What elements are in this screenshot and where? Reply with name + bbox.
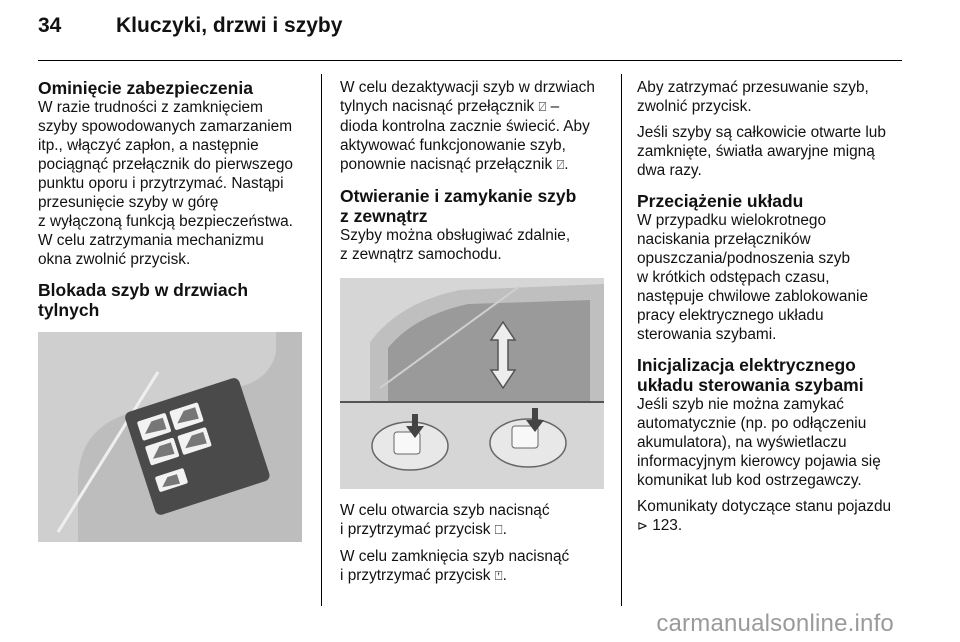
paragraph-open-windows: W celu otwarcia szyb nacisnąć i przytrzymać przycisk ⎕. bbox=[340, 502, 550, 538]
remote-lock-icon: ⍞ bbox=[494, 569, 503, 584]
column-3 bbox=[637, 78, 905, 543]
section-title-rear-window-lock: Blokada szyb w drzwiach tylnych bbox=[38, 280, 249, 320]
section-title-overload: Przeciążenie układu bbox=[637, 191, 804, 211]
remote-unlock-icon: ⎕ bbox=[494, 523, 503, 538]
door-switch-panel-drawing bbox=[38, 332, 302, 542]
page-header bbox=[38, 14, 342, 54]
watermark: carmanualsonline.info bbox=[656, 610, 894, 637]
paragraph-bypass: W razie trudności z zamknięciem szyby spowodowanych zamarzaniem itp., włączyć zapłon, a następnie pociągnąć przełącznik do pierwszego punktu oporu i przytrzymać. Nastąpi przesunięcie szyby w górę z wyłączoną funkcją bezpieczeństwa. W celu zatrzymania mechanizmu okna zwolnić przycisk. bbox=[38, 99, 293, 268]
child-lock-switch-icon: ⍁ bbox=[556, 158, 565, 173]
paragraph-close-windows: W celu zamknięcia szyb nacisnąć i przytrzymać przycisk ⍞. bbox=[340, 548, 570, 584]
child-lock-switch-icon: ⍁ bbox=[538, 100, 547, 115]
paragraph-deactivate-rear: W celu dezaktywacji szyb w drzwiach tylnych nacisnąć przełącznik ⍁ – dioda kontrolna zacznie świecić. Aby aktywować funkcjonowanie szyb, ponownie nacisnąć przełącznik ⍁. bbox=[340, 79, 595, 173]
column-divider-1 bbox=[321, 74, 322, 606]
section-title-initialization: Inicjalizacja elektrycznego układu sterowania szybami bbox=[637, 355, 864, 395]
paragraph-initialization: Jeśli szyb nie można zamykać automatycznie (np. po odłączeniu akumulatora), na wyświetlaczu informacyjnym kierowcy pojawia się komunikat lub kod ostrzegawczy. bbox=[637, 396, 881, 489]
paragraph-hazard-flash: Jeśli szyby są całkowicie otwarte lub zamknięte, światła awaryjne migną dwa razy. bbox=[637, 124, 886, 179]
paragraph-stop-windows: Aby zatrzymać przesuwanie szyb, zwolnić przycisk. bbox=[637, 79, 869, 115]
header-rule bbox=[38, 60, 902, 61]
page-number: 34 bbox=[38, 14, 62, 37]
chapter-title: Kluczyki, drzwi i szyby bbox=[116, 14, 343, 37]
paragraph-status-messages: Komunikaty dotyczące stanu pojazdu ⊳ 123. bbox=[637, 498, 892, 534]
section-title-remote-windows: Otwieranie i zamykanie szyb z zewnątrz bbox=[340, 186, 577, 226]
paragraph-overload: W przypadku wielokrotnego naciskania przełączników opuszczania/podnoszenia szyb w krótkich odstępach czasu, następuje chwilowe zablokowanie pracy elektrycznego układu sterowania szybami. bbox=[637, 212, 869, 343]
window-switch-panel-illustration bbox=[38, 332, 302, 542]
column-divider-2 bbox=[621, 74, 622, 606]
page-reference-link[interactable]: 123. bbox=[652, 517, 683, 534]
column-2 bbox=[340, 78, 606, 593]
remote-key-window-illustration bbox=[340, 278, 604, 489]
page-reference-arrow-icon: ⊳ bbox=[637, 519, 648, 534]
remote-key-drawing bbox=[340, 278, 604, 489]
column-1 bbox=[38, 78, 306, 542]
paragraph-remote-intro: Szyby można obsługiwać zdalnie, z zewnątrz samochodu. bbox=[340, 227, 571, 263]
section-title-bypass: Ominięcie zabezpieczenia bbox=[38, 78, 253, 98]
